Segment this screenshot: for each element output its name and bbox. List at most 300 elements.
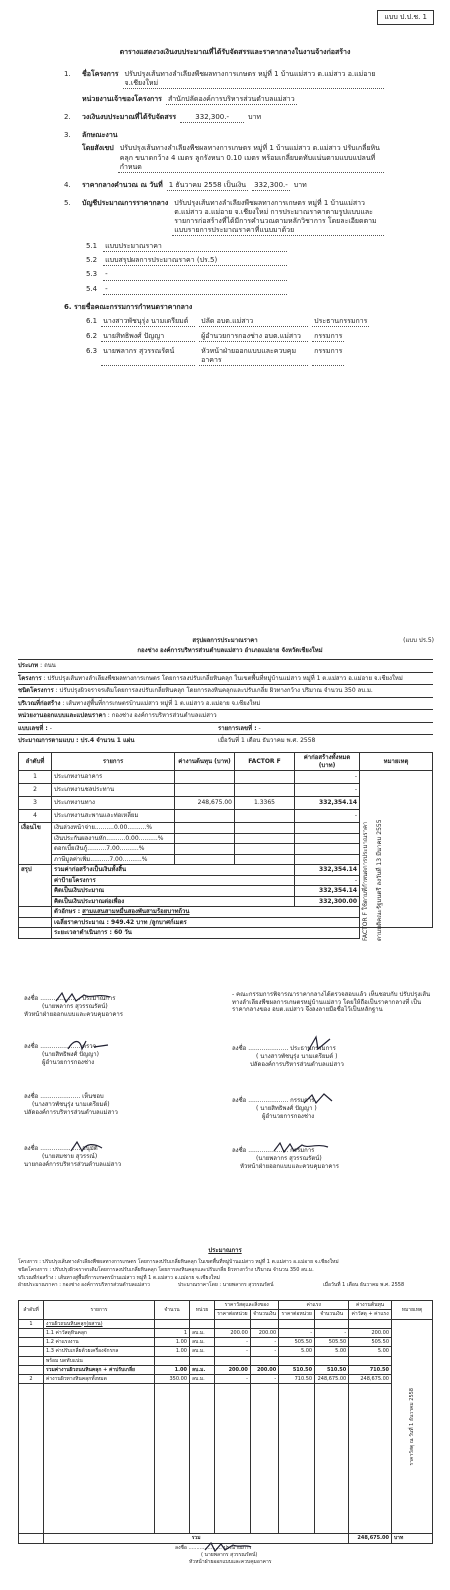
- cell-qty: 1: [155, 1328, 190, 1337]
- empty-cell: [19, 928, 52, 939]
- cell-item: ประเภทงานสะพานและท่อเหลี่ยม: [52, 810, 175, 823]
- cell-no: 2: [19, 784, 52, 797]
- cell-unit: ลบ.ม.: [190, 1338, 215, 1347]
- plan-no-value: -: [49, 724, 52, 732]
- cell-item: ประเภทงานทาง: [52, 797, 175, 810]
- signature-block: [24, 995, 194, 1019]
- info-value: : ปรับปรุงเส้นทางลำเลียงพืชผลทางการเกษตร โดยการลงปรับเกลี่ยหินคลุก ในเขตพื้นที่หมู่บ้านแม่สาว หมู่ที่ 1 ต.แม่สาว อ.แม่อาย จ.เชียงใหม่: [43, 674, 403, 682]
- cell-no: [19, 1356, 44, 1365]
- cell-mat-amount: [250, 1319, 278, 1328]
- item-value: ปรับปรุงเส้นทางลำเลียงพืชผลทางการเกษตร หมู่ที่ 1 บ้านแม่สาว ต.แม่สาว อ.แม่อาย จ.เชียงใหม่ การประมาณราคาตามรูปแบบและรายการก่อสร้างที่ได้มีการคำนวณตามหลักวิชาการ โดยละเอียดตามแบบรายการประมาณราคาที่แนบมาด้วย: [172, 199, 384, 236]
- conditions-label: เงื่อนไข: [19, 823, 52, 865]
- item-label: บัญชีประมาณการราคากลาง: [82, 198, 169, 207]
- letters-value: สามแสนสามหมื่นสองพันสามร้อยบาทถ้วน: [82, 908, 190, 915]
- signer-name: ( นางสาวพัชนุรุ่ง นามเดรียมต์ ): [256, 1053, 338, 1061]
- signature-block: [24, 1145, 194, 1169]
- cell-lab-price: [279, 1356, 315, 1365]
- info-label: ชนิดโครงการ: [18, 687, 54, 694]
- cell-lab-amount: 248,675.00: [315, 1375, 349, 1384]
- calc-no-value: -: [258, 724, 261, 732]
- condition-text: ภาษีมูลค่าเพิ่ม..........7.00..........%: [52, 854, 175, 865]
- condition-text: ดอกเบี้ยเงินกู้..........7.00..........%: [52, 844, 175, 855]
- plan-no-label: แบบเลขที่ :: [18, 724, 48, 732]
- remark-cell: [392, 1319, 433, 1534]
- col-subheader: ราคาต่อหน่วย: [215, 1310, 251, 1319]
- member-role: ประธานกรรมการ: [312, 317, 369, 327]
- empty-cell: [175, 844, 235, 855]
- cell-qty: 1.00: [155, 1365, 190, 1374]
- item-value: 332,300.-: [180, 113, 244, 123]
- empty-cell: [295, 833, 360, 844]
- summary-agency: กองช่าง องค์การบริหารส่วนตำบลแม่สาว อำเภอแม่อาย จังหวัดเชียงใหม่: [137, 647, 323, 654]
- signature-line: ลงชื่อ ..................... เห็นชอบ: [24, 1093, 104, 1100]
- condition-text: เงินล่วงหน้าจ่าย..........0.00..........%: [52, 823, 175, 834]
- cell-total: 200.00: [349, 1328, 392, 1337]
- col-header: ค่าก่อสร้างทั้งหมด (บาท): [295, 753, 360, 771]
- cell-mat-price: -: [215, 1375, 251, 1384]
- cell-mat-amount: [250, 1356, 278, 1365]
- cell-qty: [155, 1319, 190, 1328]
- total-unit: บาท: [392, 1534, 433, 1543]
- sub-item-no: 5.2: [86, 256, 98, 265]
- signer-position: ผู้อำนวยการกองช่าง: [42, 1059, 95, 1067]
- estimate-side-note: ราคาวัสดุ ณ วันที่ 1 ธันวาคม 2558: [408, 1387, 415, 1466]
- page-estimate: [0, 1245, 450, 1590]
- estimate-agency: ฝ่ายประมาณราคา : กองช่าง องค์การบริหารส่วนตำบลแม่สาว: [18, 1282, 150, 1289]
- cell-total: -: [295, 771, 360, 784]
- signature-scribble: [64, 1037, 114, 1053]
- cell-factor: [235, 771, 295, 784]
- empty-cell: [235, 833, 295, 844]
- signer-name: (นายสมชาย สุวรรณ์): [42, 1153, 98, 1161]
- signature-line: ลงชื่อ ..................... ประธานกรรมการ: [232, 1045, 336, 1052]
- cell-mat-amount: 200.00: [250, 1365, 278, 1374]
- signer-position: ปลัดองค์การบริหารส่วนตำบลแม่สาว: [24, 1109, 118, 1117]
- area-cell: เฉลี่ยราคาประมาณ : 949.42 บาท /ลูกบาศก์เมตร: [52, 917, 360, 928]
- empty-cell: [44, 1384, 155, 1534]
- cell-unit: ลบ.ม.: [190, 1375, 215, 1384]
- col-header: ค่างานต้นทุน: [349, 1301, 392, 1310]
- cell-item: รวมค่างานผิวถนนหินคลุก + ค่าปรับเกลี่ย: [44, 1365, 155, 1374]
- signer-name: ( นายพลากร สุวรรณรัตน์): [201, 1551, 258, 1558]
- signature-line: ลงชื่อ ..................... กรรมการ: [232, 1147, 315, 1154]
- cell-lab-price: 710.50: [279, 1375, 315, 1384]
- cell-total: -: [295, 784, 360, 797]
- col-header: หมายเหตุ: [392, 1301, 433, 1320]
- member-name: นายสิทธิพงศ์ ปัญญา: [101, 332, 195, 342]
- cell-no: [19, 1365, 44, 1374]
- estimate-table: [18, 1300, 433, 1544]
- summary-label: สรุป: [19, 865, 52, 907]
- duration-cell: ระยะเวลาดำเนินการ : 60 วัน: [52, 928, 360, 939]
- info-value: : เส้นทางสู่พื้นที่การเกษตรบ้านแม่สาว หมู่ที่ 1 ต.แม่สาว อ.แม่อาย จ.เชียงใหม่: [62, 699, 261, 707]
- member-no: 6.3: [86, 346, 98, 355]
- cell-factor: [235, 810, 295, 823]
- table-header-row: [19, 753, 433, 771]
- cell-total: [349, 1356, 392, 1365]
- signer-position: ผู้อำนวยการกองช่าง: [262, 1113, 315, 1121]
- signer-position: หัวหน้าฝ่ายออกแบบและควบคุมอาคาร: [24, 1011, 123, 1019]
- member-no: 6.1: [86, 316, 98, 325]
- signature-line: ลงชื่อ ..................... ประมาณการ: [175, 1545, 252, 1551]
- col-header: รายการ: [44, 1301, 155, 1320]
- signature-block: [24, 1043, 194, 1067]
- cell-qty: 1.00: [155, 1347, 190, 1356]
- cell-lab-price: -: [279, 1328, 315, 1337]
- estimate-info-line: [18, 1282, 433, 1290]
- cell-qty: [155, 1356, 190, 1365]
- item-label: ราคากลางคำนวณ ณ วันที่: [82, 180, 163, 189]
- empty-cell: [175, 854, 235, 865]
- form1-title: ตารางแสดงวงเงินงบประมาณที่ได้รับจัดสรรและราคากลางในงานจ้างก่อสร้าง: [119, 48, 351, 56]
- signature-scribble: [302, 1091, 338, 1107]
- item-label: ลักษณะงาน: [82, 131, 118, 140]
- info-value: : ปรับปรุงผิวจราจรเดิมโดยการลงปรับเกลี่ยหินคลุก โดยการลงหินคลุกและปรับเกลี่ย ผิวทางกว้าง ปริมาณ จำนวน 350 ลบ.ม.: [55, 687, 373, 694]
- empty-cell: [19, 907, 52, 918]
- info-label: โครงการ: [18, 674, 42, 682]
- total-value: 248,675.00: [349, 1534, 392, 1543]
- estimate-by: ประมาณราคาโดย : นายพลากร สุวรรณรัตน์: [178, 1282, 274, 1289]
- cell-total: 505.50: [349, 1338, 392, 1347]
- member-position: หัวหน้าฝ่ายออกแบบและควบคุมอาคาร: [199, 347, 308, 366]
- item-unit: บาท: [293, 180, 307, 189]
- col-header: จำนวน: [155, 1301, 190, 1320]
- item-owner: [64, 95, 384, 105]
- estimate-title: ประมาณการ: [208, 1247, 242, 1254]
- estimate-by: ประมาณการตามแบบ : ปร.4 จำนวน 1 แผ่น: [18, 737, 135, 744]
- signature-line: ลงชื่อ ..................... อนุมัติ: [24, 1145, 98, 1152]
- sub-item-no: 5.3: [86, 270, 98, 279]
- item-no: 2.: [64, 113, 71, 122]
- cell-item: 1.1 ค่าวัสดุหินคลุก: [44, 1328, 155, 1337]
- member-position: ผู้อำนวยการกองช่าง อบต.แม่สาว: [199, 332, 308, 342]
- summary-row-value: 332,354.14: [295, 865, 360, 876]
- item-3: [64, 131, 384, 140]
- empty-cell: [175, 823, 235, 834]
- page-form-ppc1: [0, 0, 450, 590]
- summary-row-label: รวมค่าก่อสร้างเป็นเงินทั้งสิ้น: [52, 865, 295, 876]
- info-label: ประเภท: [18, 662, 39, 669]
- letters-label: ตัวอักษร :: [54, 908, 81, 915]
- table-row: [19, 1365, 433, 1374]
- signature-scribble: [304, 1033, 334, 1055]
- sub-items: [64, 242, 384, 294]
- table-row: [19, 1356, 433, 1365]
- empty-cell: [295, 823, 360, 834]
- cell-item: 1.3 ค่าปรับเกลี่ยด้วยเครื่องจักรกล: [44, 1347, 155, 1356]
- estimate-signature: [175, 1545, 335, 1565]
- item-value: สำนักปลัดองค์การบริหารส่วนตำบลแม่สาว: [166, 95, 297, 105]
- side-note-1: FACTOR F ใช้ตามที่กำหนดการประมาณราคา: [362, 821, 369, 941]
- committee-list: [64, 317, 384, 366]
- estimate-info-line: บริเวณที่ก่อสร้าง : เส้นทางสู่พื้นที่การเกษตรบ้านแม่สาว หมู่ที่ 1 ต.แม่สาว อ.แม่อาย จ.เชียงใหม่: [18, 1274, 220, 1281]
- col-header: ลำดับที่: [19, 1301, 44, 1320]
- cell-item: ประเภทงานอาคาร: [52, 771, 175, 784]
- cell-factor: [235, 784, 295, 797]
- cell-cost: [175, 784, 235, 797]
- item-1: [64, 70, 384, 89]
- cell-lab-price: 510.50: [279, 1365, 315, 1374]
- summary-row-value: 332,300.00: [295, 896, 360, 907]
- info-row: [18, 673, 433, 686]
- empty-cell: [235, 823, 295, 834]
- signer-position: ปลัดองค์การบริหารส่วนตำบลแม่สาว: [250, 1061, 344, 1069]
- cell-unit: ลบ.ม.: [190, 1328, 215, 1337]
- table-header-row: [19, 1301, 433, 1310]
- side-note-2: ตามมติคณะรัฐมนตรี ลงวันที่ 13 มีนาคม 2555: [376, 819, 383, 941]
- summary-table: [18, 752, 433, 939]
- cell-no: [19, 1338, 44, 1347]
- estimate-date: เมื่อวันที่ 1 เดือน ธันวาคม พ.ศ. 2558: [323, 1282, 405, 1289]
- item-label: ชื่อโครงการ: [82, 70, 119, 78]
- cell-total: 332,354.14: [295, 797, 360, 810]
- item-no: 1.: [64, 70, 71, 78]
- cell-unit: ลบ.ม.: [190, 1365, 215, 1374]
- cell-mat-amount: -: [250, 1347, 278, 1356]
- col-header: FACTOR F: [235, 753, 295, 771]
- cell-item: งานผิวถนนหินคลุก(ผสาน): [44, 1319, 155, 1328]
- sub-item: [86, 242, 384, 252]
- cell-no: [19, 1328, 44, 1337]
- committee-title: 6. รายชื่อคณะกรรมการกำหนดราคากลาง: [64, 302, 193, 311]
- empty-cell: [315, 1384, 349, 1534]
- col-header: ลำดับที่: [19, 753, 52, 771]
- remark-cell: [360, 771, 433, 941]
- signer-position: หัวหน้าฝ่ายออกแบบและควบคุมอาคาร: [189, 1558, 272, 1565]
- empty-cell: [235, 844, 295, 855]
- summary-form-code: (แบบ ปร.5): [403, 637, 434, 644]
- cell-lab-price: 5.00: [279, 1347, 315, 1356]
- empty-cell: [279, 1384, 315, 1534]
- item-no: 5.: [64, 198, 71, 207]
- table-row: [19, 1347, 433, 1356]
- sub-item-value: -: [103, 285, 287, 295]
- signature-block: [24, 1093, 194, 1117]
- cell-mat-price: 200.00: [215, 1328, 251, 1337]
- member-name: นางสาวพัชนุรุ่ง นามเดรียมต์: [101, 317, 195, 327]
- item-4: [64, 181, 384, 191]
- info-value: : ถนน: [40, 662, 56, 669]
- signer-name: (นางสาวพัชนุรุ่ง นามเดรียมต์): [32, 1101, 110, 1109]
- cell-factor: 1.3365: [235, 797, 295, 810]
- member-role: กรรมการ: [312, 347, 344, 366]
- cell-lab-price: [279, 1319, 315, 1328]
- cell-item: พร้อม บดทับแน่น: [44, 1356, 155, 1365]
- cell-mat-price: [215, 1356, 251, 1365]
- table-row: [19, 771, 433, 784]
- col-header: หมายเหตุ: [360, 753, 433, 771]
- table-row: [19, 1328, 433, 1337]
- committee-note: - คณะกรรมการพิจารณาราคากลางได้ตรวจสอบแล้ว เห็นชอบกับ ปรับปรุงเส้นทางลำเลียงพืชผลการเกษตรหมู่บ้านแม่สาว โดยให้ถือเป็นราคากลางที่ เป็นราคากลางของ อบต.แม่สาว จึงลงลายมือชื่อไว้เป็นหลักฐาน: [232, 991, 431, 1013]
- item-label: วงเงินงบประมาณที่ได้รับจัดสรร: [82, 113, 177, 122]
- cell-mat-amount: 200.00: [250, 1328, 278, 1337]
- col-subheader: ราคาต่อหน่วย: [279, 1310, 315, 1319]
- letters-cell: [52, 907, 360, 918]
- info-row: [18, 685, 433, 698]
- info-row: [18, 660, 433, 673]
- cell-lab-price: 505.50: [279, 1338, 315, 1347]
- calc-no-label: รายการเลขที่ :: [218, 724, 257, 732]
- signer-name: ( นายสิทธิพงศ์ ปัญญา ): [256, 1105, 317, 1113]
- empty-cell: [349, 1384, 392, 1534]
- cell-no: 3: [19, 797, 52, 810]
- calc-no: [218, 725, 261, 733]
- estimate-info-line: โครงการ : ปรับปรุงเส้นทางลำเลียงพืชผลทางการเกษตร โดยการลงปรับเกลี่ยหินคลุก ในเขตพื้นที่หมู่บ้านแม่สาว หมู่ที่ 1 ต.แม่สาว อ.แม่อาย จ.เชียงใหม่: [18, 1259, 339, 1265]
- info-row-plan: [18, 723, 433, 736]
- cell-qty: 1.00: [155, 1338, 190, 1347]
- cell-total: [349, 1319, 392, 1328]
- committee-member: [86, 317, 384, 327]
- empty-cell: [19, 917, 52, 928]
- signature-scribble: [68, 1139, 108, 1155]
- col-subheader: จำนวนเงิน: [315, 1310, 349, 1319]
- cell-unit: ลบ.ม.: [190, 1347, 215, 1356]
- signer-name: (นายพลากร สุวรรณรัตน์): [42, 1003, 108, 1011]
- form-code-box: แบบ ป.ป.ช. 1: [377, 10, 434, 25]
- item-label: หน่วยงานเจ้าของโครงการ: [82, 95, 162, 104]
- empty-cell: [235, 854, 295, 865]
- signature-scribble: [203, 1541, 253, 1553]
- member-role: กรรมการ: [312, 332, 344, 342]
- item-value-amount: 332,300.-: [252, 181, 290, 191]
- empty-cell: [295, 844, 360, 855]
- cell-lab-amount: 505.50: [315, 1338, 349, 1347]
- info-row-estimate: [18, 735, 433, 747]
- cell-lab-amount: 5.00: [315, 1347, 349, 1356]
- col-header: ค่างานต้นทุน (บาท): [175, 753, 235, 771]
- signature-block: [232, 1045, 432, 1069]
- sub-item: [86, 256, 384, 266]
- sub-item: [86, 270, 384, 280]
- item-5: [64, 199, 384, 236]
- plan-no: [18, 725, 218, 733]
- filler-row: [19, 1384, 433, 1534]
- signer-name: (นายพลากร สุวรรณรัตน์): [256, 1155, 322, 1163]
- item-label: โดยสังเขป: [82, 144, 114, 153]
- cell-unit: [190, 1356, 215, 1365]
- summary-title: สรุปผลการประมาณราคา: [192, 637, 258, 644]
- info-label: บริเวณที่ก่อสร้าง: [18, 699, 61, 707]
- cell-item: ประเภทงานชลประทาน: [52, 784, 175, 797]
- cell-mat-amount: -: [250, 1338, 278, 1347]
- signature-line: ลงชื่อ ..................... กรรมการ: [232, 1097, 315, 1104]
- form1-items: [64, 70, 384, 366]
- empty-cell: [175, 833, 235, 844]
- page-summary-pr5: [0, 635, 450, 1230]
- cell-lab-amount: -: [315, 1328, 349, 1337]
- estimate-info: [18, 1259, 433, 1290]
- signature-line: ลงชื่อ ..................... ประมาณการ: [24, 995, 116, 1002]
- empty-cell: [215, 1384, 251, 1534]
- committee-member: [86, 347, 384, 366]
- info-label: หน่วยงานออกแบบและแปลนราคา: [18, 712, 106, 719]
- signer-position: นายกองค์การบริหารส่วนตำบลแม่สาว: [24, 1161, 122, 1169]
- signer-position: หัวหน้าฝ่ายออกแบบและควบคุมอาคาร: [240, 1163, 339, 1171]
- item-value: 1 ธันวาคม 2558 เป็นเงิน: [167, 181, 248, 191]
- condition-text: เงินประกันผลงานหัก..........0.00..........%: [52, 833, 175, 844]
- table-row: [19, 1375, 433, 1384]
- estimate-info-line: ชนิดโครงการ : ปรับปรุงผิวจราจรเดิมโดยการลงปรับเกลี่ยหินคลุก โดยการลงหินคลุกและปรับเกลี่ย ผิวทางกว้าง ปริมาณ จำนวน 350 ลบ.ม.: [18, 1266, 314, 1273]
- info-row: [18, 710, 433, 723]
- item-value: ปรับปรุงเส้นทางลำเลียงพืชผลทางการเกษตร หมู่ที่ 1 บ้านแม่สาว ต.แม่สาว ปรับเกลี่ยหินคลุก ขนาดกว้าง 4 เมตร ลูกรังหนา 0.10 เมตร พร้อมเกลี่ยบดทับแน่นตามแบบแปลนที่กำหนด: [118, 144, 384, 172]
- member-no: 6.2: [86, 331, 98, 340]
- member-position: ปลัด อบต.แม่สาว: [199, 317, 308, 327]
- sub-item-no: 5.4: [86, 284, 98, 293]
- committee-member: [86, 332, 384, 342]
- table-row: [19, 1319, 433, 1328]
- empty-cell: [295, 854, 360, 865]
- empty-cell: [19, 1534, 44, 1543]
- cell-lab-amount: [315, 1319, 349, 1328]
- signature-scribble: [272, 1141, 332, 1157]
- cell-cost: [175, 771, 235, 784]
- item-2: [64, 113, 384, 123]
- summary-info: [18, 659, 433, 747]
- cell-mat-amount: -: [250, 1375, 278, 1384]
- estimate-date: เมื่อวันที่ 1 เดือน ธันวาคม พ.ศ. 2558: [218, 737, 316, 744]
- item-3-detail: [64, 144, 384, 172]
- item-no: 4.: [64, 180, 71, 189]
- cell-qty: 350.00: [155, 1375, 190, 1384]
- item-unit: บาท: [248, 113, 262, 122]
- cell-no: 2: [19, 1375, 44, 1384]
- empty-cell: [190, 1384, 215, 1534]
- cell-no: [19, 1347, 44, 1356]
- member-name: นายพลากร สุวรรณรัตน์: [101, 347, 195, 366]
- col-header: ราคาวัสดุและสิ่งของ: [215, 1301, 279, 1310]
- cell-cost: [175, 810, 235, 823]
- cell-item: 1.2 ค่าแรงงาน: [44, 1338, 155, 1347]
- col-subheader: ค่าวัสดุ + ค่าแรง: [349, 1310, 392, 1319]
- cell-no: 1: [19, 1319, 44, 1328]
- col-header: รายการ: [52, 753, 175, 771]
- signer-name: (นายสิทธิพงศ์ ปัญญา): [42, 1051, 99, 1059]
- factor-note: [362, 781, 422, 941]
- col-subheader: จำนวนเงิน: [250, 1310, 278, 1319]
- summary-row-label: คิดเป็นเงินประมาณ: [52, 886, 295, 897]
- cell-no: 4: [19, 810, 52, 823]
- item-value: ปรับปรุงเส้นทางลำเลียงพืชผลทางการเกษตร หมู่ที่ 1 บ้านแม่สาว ต.แม่สาว อ.แม่อาย จ.เชียงใหม่: [123, 70, 384, 89]
- cell-unit: [190, 1319, 215, 1328]
- item-no: 3.: [64, 131, 71, 140]
- cell-mat-price: [215, 1319, 251, 1328]
- sub-item-no: 5.1: [86, 242, 98, 251]
- cell-cost: 248,675.00: [175, 797, 235, 810]
- summary-row-value: 332,354.14: [295, 886, 360, 897]
- signature-block: [232, 1097, 432, 1121]
- cell-lab-amount: 510.50: [315, 1365, 349, 1374]
- signature-block: [232, 1147, 432, 1171]
- cell-item: ค่างานผิวทางหินคลุกทั้งหมด: [44, 1375, 155, 1384]
- cell-total: 248,675.00: [349, 1375, 392, 1384]
- cell-no: 1: [19, 771, 52, 784]
- cell-mat-price: 200.00: [215, 1365, 251, 1374]
- col-header: ค่าแรง: [279, 1301, 349, 1310]
- summary-row-value: -: [295, 875, 360, 886]
- signature-scribble: [54, 991, 114, 1005]
- cell-mat-price: -: [215, 1338, 251, 1347]
- summary-row-label: ค่าป้ายโครงการ: [52, 875, 295, 886]
- cell-total: 5.00: [349, 1347, 392, 1356]
- cell-total: -: [295, 810, 360, 823]
- cell-lab-amount: [315, 1356, 349, 1365]
- sub-item: [86, 285, 384, 295]
- empty-cell: [19, 1384, 44, 1534]
- empty-cell: [155, 1384, 190, 1534]
- sub-item-value: -: [103, 270, 287, 280]
- sub-item-value: แบบสรุปผลการประมาณราคา (ปร.5): [103, 256, 287, 266]
- cell-mat-price: -: [215, 1347, 251, 1356]
